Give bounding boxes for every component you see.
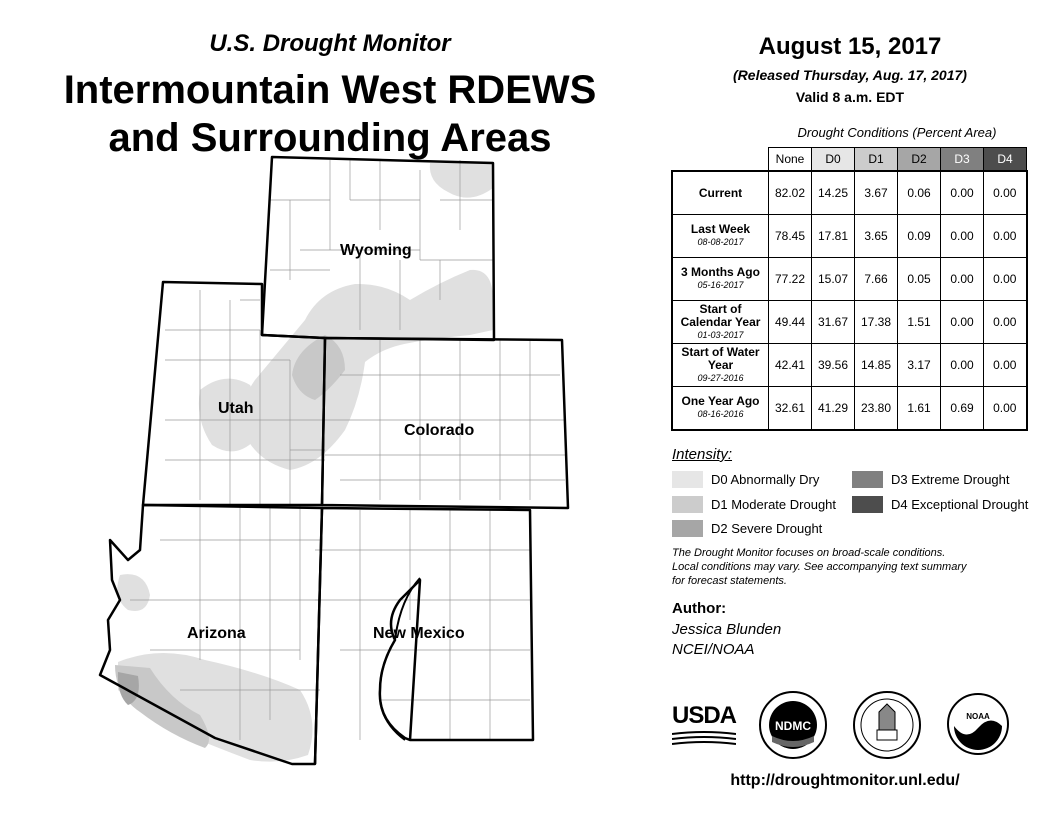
legend-label-d3: D3 Extreme Drought — [891, 472, 1010, 487]
table-cell: 42.41 — [769, 344, 812, 387]
table-cell: 0.00 — [984, 301, 1027, 344]
table-cell: 0.05 — [898, 258, 941, 301]
d0-area-wyoming-ne — [430, 163, 493, 198]
legend-swatch-d4 — [852, 496, 883, 513]
disclaimer-note — [672, 546, 1032, 588]
table-cell: 0.69 — [941, 387, 984, 431]
table-cell: 1.51 — [898, 301, 941, 344]
map-title — [20, 66, 640, 162]
table-cell: 39.56 — [812, 344, 855, 387]
table-header-d1: D1 — [855, 148, 898, 172]
row-label-text: Last Week — [690, 222, 751, 236]
table-cell: 0.00 — [941, 258, 984, 301]
legend-item-d0 — [672, 471, 819, 488]
table-header-d0: D0 — [812, 148, 855, 172]
state-label-arizona: Arizona — [187, 625, 246, 642]
author-heading: Author: — [672, 600, 727, 617]
state-label-wyoming: Wyoming — [340, 242, 412, 259]
note-line2: Local conditions may vary. See accompanying text summary — [672, 561, 967, 573]
table-cell: 17.38 — [855, 301, 898, 344]
row-label — [672, 258, 769, 301]
d0-area-arizona-nw — [117, 574, 150, 611]
table-cell: 7.66 — [855, 258, 898, 301]
row-date: 08-16-2016 — [697, 409, 744, 419]
table-header-none: None — [769, 148, 812, 172]
legend-swatch-d3 — [852, 471, 883, 488]
legend-item-d4 — [852, 496, 1028, 513]
map-title-line2: and Surrounding Areas — [108, 116, 552, 160]
table-cell: 3.67 — [855, 171, 898, 215]
legend-label-d1: D1 Moderate Drought — [711, 497, 837, 512]
table-cell: 0.09 — [898, 215, 941, 258]
ndmc-logo-text: NDMC — [775, 719, 811, 733]
table-cell: 17.81 — [812, 215, 855, 258]
table-cell: 0.00 — [941, 215, 984, 258]
legend-swatch-d1 — [672, 496, 703, 513]
table-header-blank — [672, 148, 769, 172]
table-cell: 0.00 — [941, 301, 984, 344]
author-org: NCEI/NOAA — [672, 641, 755, 658]
table-cell: 0.00 — [984, 258, 1027, 301]
row-date: 01-03-2017 — [697, 329, 744, 340]
row-date: 05-16-2017 — [697, 280, 744, 290]
table-cell: 0.06 — [898, 171, 941, 215]
table-header-row — [672, 148, 1027, 172]
note-line1: The Drought Monitor focuses on broad-scale conditions. — [672, 547, 946, 559]
usda-logo-waves — [672, 730, 736, 748]
map-title-line1: Intermountain West RDEWS — [63, 68, 597, 112]
row-label — [672, 344, 769, 387]
row-label — [672, 215, 769, 258]
table-cell: 32.61 — [769, 387, 812, 431]
table-cell: 41.29 — [812, 387, 855, 431]
table-cell: 23.80 — [855, 387, 898, 431]
usda-logo-text: USDA — [672, 702, 737, 729]
table-cell: 3.65 — [855, 215, 898, 258]
noaa-logo — [946, 692, 1010, 756]
table-cell: 0.00 — [984, 387, 1027, 431]
legend-label-d2: D2 Severe Drought — [711, 521, 823, 536]
state-label-utah: Utah — [218, 400, 254, 417]
table-header-d4: D4 — [984, 148, 1027, 172]
noaa-logo-text: NOAA — [966, 712, 990, 721]
row-label-text: 3 Months Ago — [681, 265, 760, 279]
released-date: (Released Thursday, Aug. 17, 2017) — [733, 67, 967, 83]
row-label — [672, 301, 769, 344]
table-cell: 0.00 — [941, 344, 984, 387]
legend-swatch-d0 — [672, 471, 703, 488]
row-label-text: Start of Calendar Year — [680, 301, 761, 329]
table-row — [672, 387, 1027, 431]
table-header-d3: D3 — [941, 148, 984, 172]
author-name: Jessica Blunden — [672, 621, 782, 638]
table-row — [672, 258, 1027, 301]
table-cell: 3.17 — [898, 344, 941, 387]
table-cell: 82.02 — [769, 171, 812, 215]
author-block — [672, 620, 781, 660]
table-cell: 15.07 — [812, 258, 855, 301]
table-cell: 77.22 — [769, 258, 812, 301]
table-cell: 1.61 — [898, 387, 941, 431]
table-cell: 0.00 — [941, 171, 984, 215]
row-label — [672, 171, 769, 215]
note-line3: for forecast statements. — [672, 575, 787, 587]
table-row — [672, 215, 1027, 258]
row-label-text: One Year Ago — [681, 394, 760, 408]
legend-label-d4: D4 Exceptional Drought — [891, 497, 1029, 512]
row-label-text: Current — [698, 185, 743, 200]
valid-time: Valid 8 a.m. EDT — [795, 89, 905, 105]
table-cell: 0.00 — [984, 344, 1027, 387]
table-row — [672, 344, 1027, 387]
ndmc-logo — [758, 690, 828, 760]
legend-item-d3 — [852, 471, 1010, 488]
row-date: 08-08-2017 — [697, 237, 744, 247]
usda-logo — [672, 702, 736, 753]
map-subtitle: U.S. Drought Monitor — [209, 30, 451, 57]
table-cell: 0.00 — [984, 215, 1027, 258]
row-label-text: Start of Water Year — [681, 344, 760, 372]
table-cell: 14.25 — [812, 171, 855, 215]
table-cell: 14.85 — [855, 344, 898, 387]
state-label-colorado: Colorado — [404, 422, 475, 439]
row-date: 09-27-2016 — [697, 372, 744, 383]
commerce-seal — [852, 690, 922, 760]
legend-title: Intensity: — [672, 446, 733, 463]
map-date: August 15, 2017 — [758, 33, 942, 60]
table-cell: 78.45 — [769, 215, 812, 258]
legend-item-d2 — [672, 520, 822, 537]
d0-areas — [117, 163, 493, 762]
legend-label-d0: D0 Abnormally Dry — [711, 472, 820, 487]
legend-swatch-d2 — [672, 520, 703, 537]
table-cell: 0.00 — [984, 171, 1027, 215]
table-row — [672, 171, 1027, 215]
conditions-table — [671, 147, 1028, 431]
conditions-table-title: Drought Conditions (Percent Area) — [797, 125, 997, 140]
table-cell: 31.67 — [812, 301, 855, 344]
legend-item-d1 — [672, 496, 836, 513]
table-cell: 49.44 — [769, 301, 812, 344]
table-header-d2: D2 — [898, 148, 941, 172]
row-label — [672, 387, 769, 431]
table-row — [672, 301, 1027, 344]
website-url[interactable]: http://droughtmonitor.unl.edu/ — [730, 772, 960, 789]
state-label-new-mexico: New Mexico — [373, 625, 465, 642]
